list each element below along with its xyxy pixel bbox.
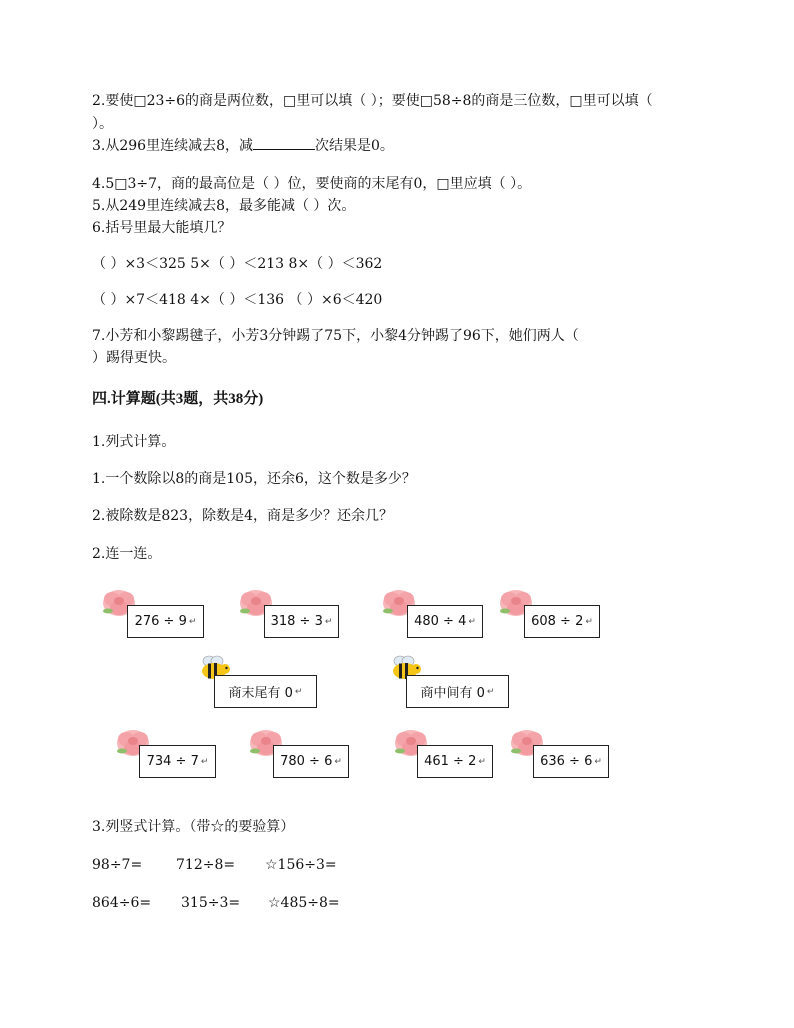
- para-mark: ↵: [594, 756, 602, 767]
- para-mark: ↵: [468, 616, 476, 627]
- box-label: 461 ÷ 2: [424, 754, 477, 769]
- para-mark: ↵: [188, 616, 197, 627]
- q2-line2: ）。: [92, 116, 113, 132]
- box-label: 480 ÷ 4: [414, 614, 467, 629]
- top-box-1[interactable]: [127, 605, 204, 638]
- q7-line2: ）踢得更快。: [92, 350, 176, 366]
- calc-item: ☆485÷8=: [268, 895, 340, 911]
- box-label: 商末尾有 0: [228, 686, 293, 701]
- calc-item: ☆156÷3=: [265, 857, 337, 873]
- para-mark: ↵: [324, 616, 333, 627]
- p1-q2: 2.被除数是823，除数是4，商是多少？还余几？: [92, 508, 393, 524]
- q6-row2: （ ）×7＜418 4×（ ）＜136 （ ）×6＜420: [92, 292, 383, 308]
- top-box-2[interactable]: [264, 605, 339, 638]
- para-mark: ↵: [585, 616, 593, 627]
- q6: 6.括号里最大能填几？: [92, 220, 232, 236]
- calc-item: 864÷6=: [92, 895, 152, 911]
- p3-title: 3.列竖式计算。（带☆的要验算）: [92, 819, 295, 835]
- q3-text-1: 3.从296里连续减去8，减: [92, 138, 253, 154]
- top-box-4[interactable]: [524, 605, 600, 638]
- q2-line1: 2.要使□23÷6的商是两位数，□里可以填（ ）；要使□58÷8的商是三位数，□里可以填（: [92, 93, 653, 109]
- para-mark: ↵: [486, 686, 495, 697]
- para-mark: ↵: [294, 686, 303, 697]
- middle-box-2[interactable]: [406, 675, 509, 708]
- calc-item: 315÷3=: [181, 895, 241, 911]
- q3-answer-blank: [253, 135, 315, 150]
- p1-q1: 1.一个数除以8的商是105，还余6，这个数是多少？: [92, 471, 416, 487]
- q6-row1: （ ）×3＜325 5×（ ）＜213 8×（ ）＜362: [92, 256, 383, 272]
- middle-box-1[interactable]: [214, 675, 317, 708]
- calc-item: 98÷7=: [92, 857, 143, 873]
- para-mark: ↵: [334, 756, 342, 767]
- box-label: 636 ÷ 6: [540, 754, 593, 769]
- box-label: 商中间有 0: [420, 686, 485, 701]
- q4: 4.5□3÷7，商的最高位是（ ）位，要使商的末尾有0，□里应填（ ）。: [92, 176, 532, 192]
- bottom-box-2[interactable]: [273, 745, 349, 778]
- top-box-3[interactable]: [407, 605, 483, 638]
- para-mark: ↵: [200, 756, 209, 767]
- box-label: 276 ÷ 9: [134, 614, 187, 629]
- q3: [92, 135, 394, 156]
- q7-line1: 7.小芳和小黎踢毽子，小芳3分钟踢了75下，小黎4分钟踢了96下，她们两人（: [92, 328, 579, 344]
- box-label: 318 ÷ 3: [270, 614, 323, 629]
- box-label: 780 ÷ 6: [280, 754, 333, 769]
- q5: 5.从249里连续减去8，最多能减（ ）次。: [92, 198, 356, 214]
- bottom-box-3[interactable]: [417, 745, 493, 778]
- section4-title: 四.计算题(共3题，共38分): [92, 391, 264, 407]
- p2-title: 2.连一连。: [92, 546, 162, 562]
- p1-title: 1.列式计算。: [92, 434, 176, 450]
- calc-item: 712÷8=: [176, 857, 236, 873]
- para-mark: ↵: [478, 756, 486, 767]
- box-label: 608 ÷ 2: [531, 614, 584, 629]
- bottom-box-1[interactable]: [139, 745, 216, 778]
- box-label: 734 ÷ 7: [146, 754, 199, 769]
- q3-text-2: 次结果是0。: [315, 138, 394, 154]
- bottom-box-4[interactable]: [533, 745, 609, 778]
